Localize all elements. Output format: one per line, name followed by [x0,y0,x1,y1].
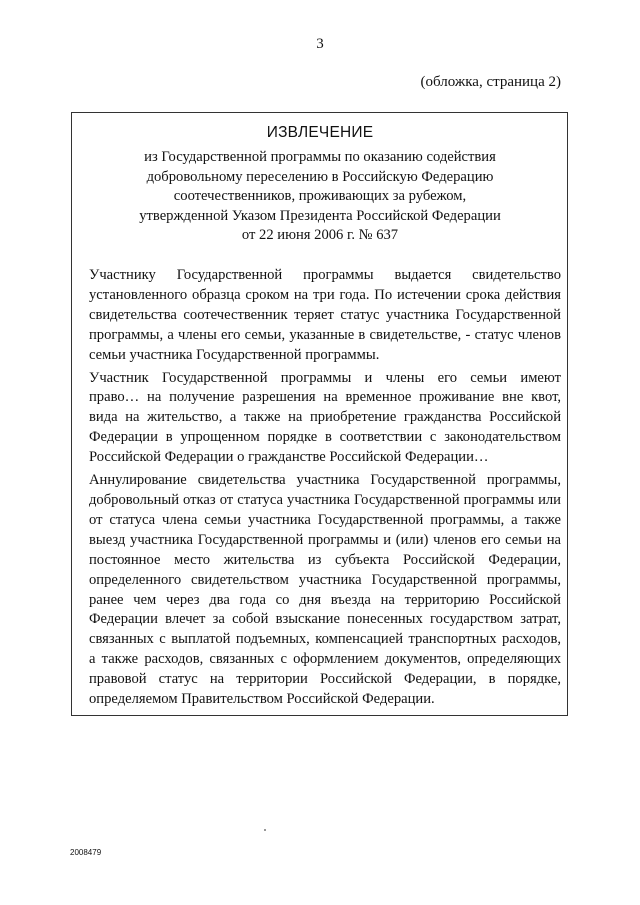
text-line: добровольный отказ от статуса участника Государственной программы или [89,491,561,508]
text-line: Российской Федерации о гражданстве Российской Федерации… [89,449,489,466]
text-line: Участнику Государственной программы выдается свидетельство [89,267,561,283]
subheading-line: из Государственной программы по оказанию содействия [144,149,496,165]
text-line: определяемом Правительством Российской Федерации. [89,691,435,708]
text-line: семьи участника Государственной программы. [89,346,380,363]
text-line: от статуса члена семьи участника Государственной программы, а также [89,511,561,528]
text-line: свидетельства соотечественник теряет статус участника Государственной [89,306,561,323]
text-line: вида на жительство, а также на приобретение гражданства Российской [89,409,561,426]
text-line: Федерации влечет за собой взыскание понесенных государством затрат, [89,611,561,628]
text-line: право… на получение разрешения на временное проживание вне квот, [89,389,561,406]
text-line: выезд участника Государственной программы и (или) членов его семьи на [89,531,561,548]
text-line: Аннулирование свидетельства участника Государственной программы, [89,472,561,489]
text-line: связанных с выплатой подъемных, компенсацией транспортных расходов, [89,631,561,648]
scan-speck [264,829,266,831]
text-line: а также расходов, связанных с оформлением документов, определяющих [89,651,561,668]
paragraph-rights [89,369,561,469]
text-line: Участник Государственной программы и члены его семьи имеют [89,369,561,386]
page-number: 3 [316,36,324,52]
cover-note: (обложка, страница 2) [420,74,561,90]
text-line: установленного образца сроком на три года. По истечении срока действия [89,286,561,303]
document-code: 2008479 [70,848,102,857]
extract-heading: ИЗВЛЕЧЕНИЕ [266,124,374,141]
text-line: программы, а члены его семьи, указанные в свидетельстве, - статус членов [89,326,561,343]
text-line: ранее чем через два года со дня въезда на территорию Российской [89,591,561,608]
text-line: определенного свидетельством участника Государственной программы, [89,571,561,588]
text-line: Федерации в упрощенном порядке в соответствии с законодательством [89,429,561,446]
subheading-line: соотечественников, проживающих за рубежом, [173,188,467,204]
text-line: правовой статус на территории Российской Федерации, в порядке, [89,671,561,688]
paragraph-annulment [89,471,561,710]
subheading-line: добровольному переселению в Российскую Федерацию [146,168,494,185]
paragraph-certificate-term [89,266,561,366]
subheading-line: от 22 июня 2006 г. № 637 [241,227,399,243]
text-line: постоянное место жительства из субъекта Российской Федерации, [89,551,561,568]
subheading-line: утвержденной Указом Президента Российской Федерации [139,207,501,224]
extract-subheading [0,148,640,246]
extract-body [89,266,561,713]
